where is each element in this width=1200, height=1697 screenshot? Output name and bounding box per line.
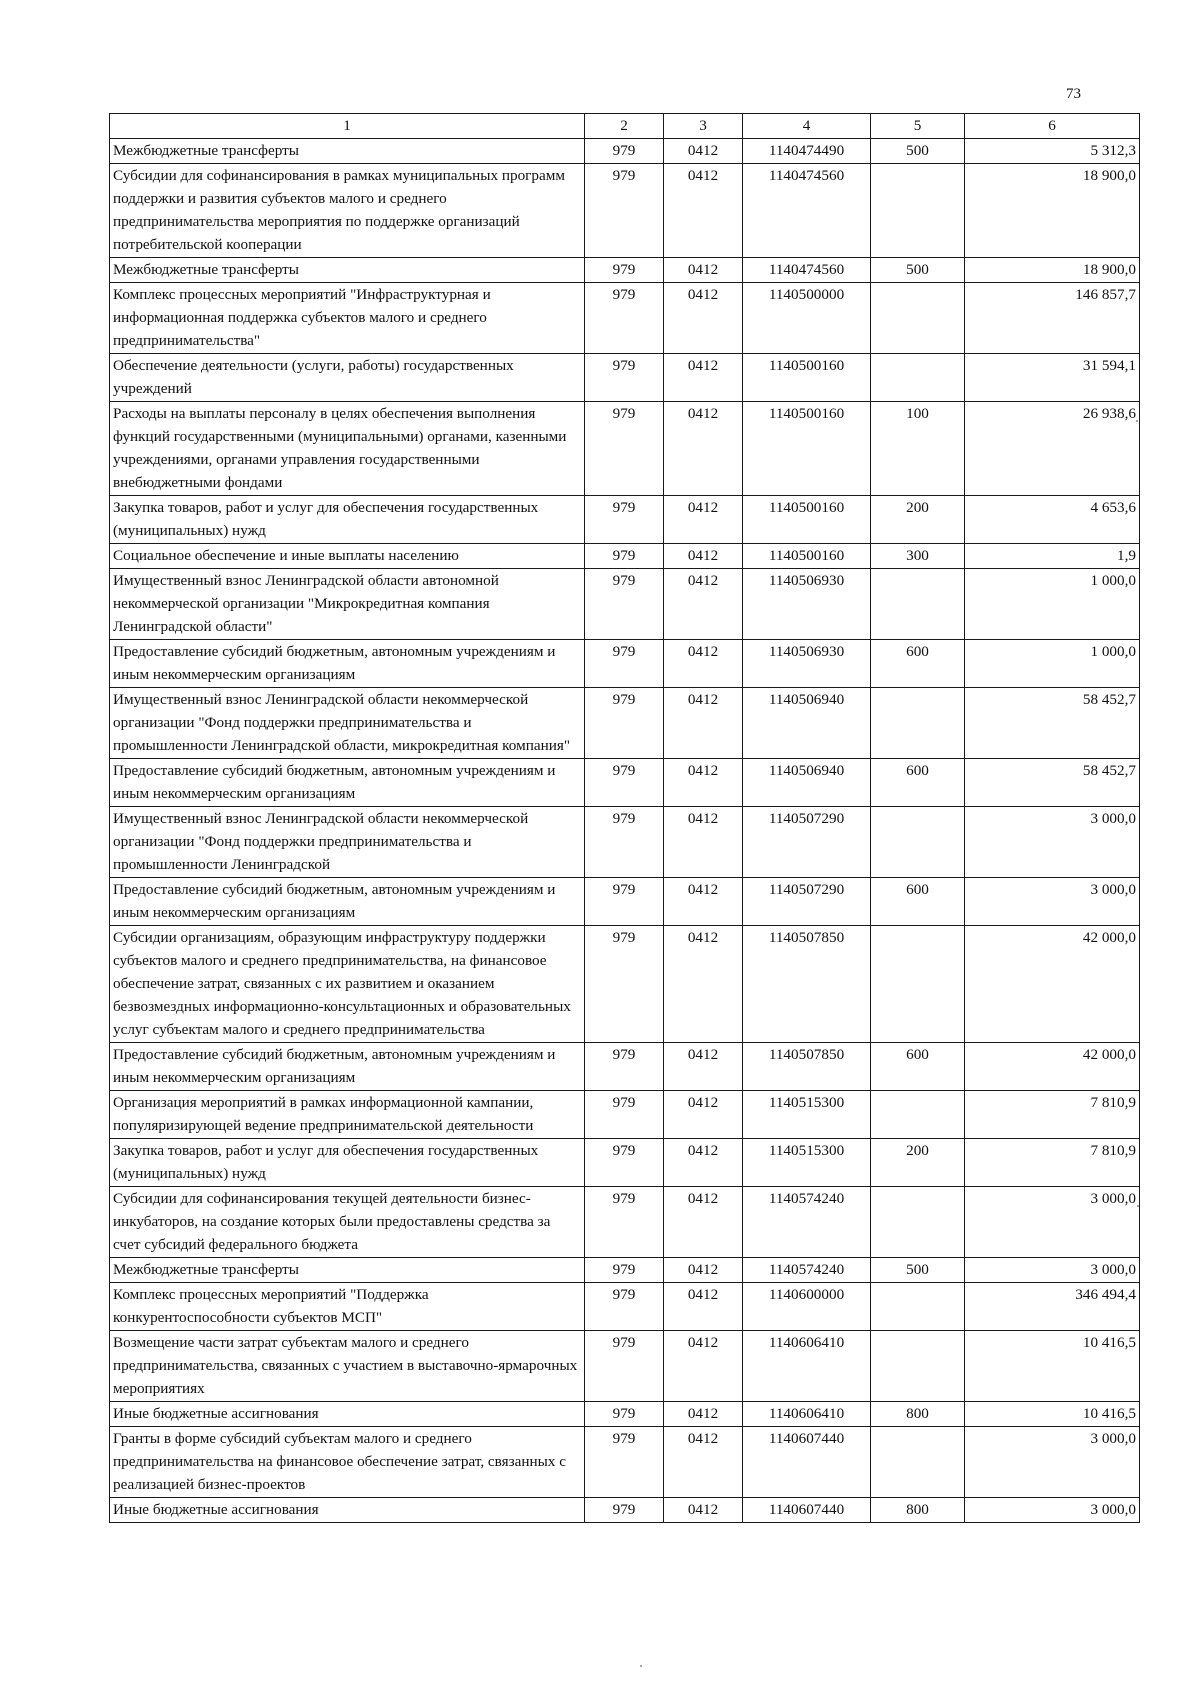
- scan-speck: [640, 1665, 642, 1667]
- cell-description: Предоставление субсидий бюджетным, автономным учреждениям и иным некоммерческим организациям: [110, 1043, 585, 1091]
- cell-amount: 3 000,0: [965, 1498, 1140, 1523]
- cell-amount: 3 000,0: [965, 1187, 1140, 1258]
- cell-amount: 3 000,0: [965, 1258, 1140, 1283]
- cell-amount: 346 494,4: [965, 1283, 1140, 1331]
- cell-target-item: 1140500160: [743, 402, 871, 496]
- cell-description: Комплекс процессных мероприятий "Поддержка конкурентоспособности субъектов МСП": [110, 1283, 585, 1331]
- cell-admin-code: 979: [585, 402, 664, 496]
- cell-expense-type: 100: [871, 402, 965, 496]
- column-header-1: 1: [110, 114, 585, 139]
- cell-amount: 1,9: [965, 544, 1140, 569]
- cell-target-item: 1140500160: [743, 354, 871, 402]
- cell-amount: 7 810,9: [965, 1091, 1140, 1139]
- cell-target-item: 1140474490: [743, 139, 871, 164]
- cell-target-item: 1140474560: [743, 164, 871, 258]
- cell-section-code: 0412: [664, 1139, 743, 1187]
- cell-section-code: 0412: [664, 139, 743, 164]
- cell-section-code: 0412: [664, 283, 743, 354]
- table-row: [110, 688, 1140, 759]
- cell-amount: 3 000,0: [965, 807, 1140, 878]
- cell-target-item: 1140607440: [743, 1498, 871, 1523]
- cell-target-item: 1140500160: [743, 544, 871, 569]
- cell-section-code: 0412: [664, 496, 743, 544]
- table-row: [110, 1331, 1140, 1402]
- table-row: [110, 283, 1140, 354]
- cell-section-code: 0412: [664, 354, 743, 402]
- cell-section-code: 0412: [664, 544, 743, 569]
- cell-expense-type: 600: [871, 640, 965, 688]
- column-header-3: 3: [664, 114, 743, 139]
- cell-target-item: 1140507850: [743, 926, 871, 1043]
- cell-target-item: 1140506940: [743, 688, 871, 759]
- cell-target-item: 1140474560: [743, 258, 871, 283]
- cell-description: Субсидии для софинансирования текущей деятельности бизнес-инкубаторов, на создание которых были предоставлены средства за счет субсидий федерального бюджета: [110, 1187, 585, 1258]
- cell-expense-type: [871, 1283, 965, 1331]
- table-row: [110, 354, 1140, 402]
- cell-expense-type: [871, 354, 965, 402]
- cell-expense-type: 800: [871, 1402, 965, 1427]
- cell-section-code: 0412: [664, 258, 743, 283]
- cell-description: Предоставление субсидий бюджетным, автономным учреждениям и иным некоммерческим организациям: [110, 759, 585, 807]
- cell-amount: 58 452,7: [965, 688, 1140, 759]
- scan-speck: [1137, 1205, 1139, 1207]
- cell-section-code: 0412: [664, 640, 743, 688]
- cell-admin-code: 979: [585, 640, 664, 688]
- cell-target-item: 1140515300: [743, 1139, 871, 1187]
- cell-amount: 18 900,0: [965, 164, 1140, 258]
- table-row: [110, 1402, 1140, 1427]
- cell-target-item: 1140515300: [743, 1091, 871, 1139]
- table-row: [110, 926, 1140, 1043]
- table-row: [110, 640, 1140, 688]
- table-row: [110, 1091, 1140, 1139]
- cell-description: Субсидии организациям, образующим инфраструктуру поддержки субъектов малого и среднего предпринимательства, на финансовое обеспечение затрат, связанных с их развитием и оказанием безвозмездных информационно-консультационных и образовательных услуг субъектам малого и среднего предпринимательства: [110, 926, 585, 1043]
- cell-target-item: 1140507850: [743, 1043, 871, 1091]
- table-row: [110, 1258, 1140, 1283]
- table-row: [110, 759, 1140, 807]
- cell-expense-type: 300: [871, 544, 965, 569]
- cell-amount: 58 452,7: [965, 759, 1140, 807]
- cell-section-code: 0412: [664, 1427, 743, 1498]
- page-number: 73: [1066, 86, 1081, 102]
- cell-description: Гранты в форме субсидий субъектам малого и среднего предпринимательства на финансовое обеспечение затрат, связанных с реализацией бизнес-проектов: [110, 1427, 585, 1498]
- cell-expense-type: [871, 164, 965, 258]
- column-header-6: 6: [965, 114, 1140, 139]
- cell-expense-type: 600: [871, 1043, 965, 1091]
- cell-section-code: 0412: [664, 926, 743, 1043]
- column-header-2: 2: [585, 114, 664, 139]
- cell-target-item: 1140606410: [743, 1402, 871, 1427]
- cell-expense-type: 600: [871, 759, 965, 807]
- cell-description: Закупка товаров, работ и услуг для обеспечения государственных (муниципальных) нужд: [110, 496, 585, 544]
- cell-target-item: 1140506930: [743, 569, 871, 640]
- budget-table: [109, 113, 1140, 1523]
- cell-admin-code: 979: [585, 164, 664, 258]
- cell-description: Имущественный взнос Ленинградской области некоммерческой организации "Фонд поддержки предпринимательства и промышленности Ленинградской: [110, 807, 585, 878]
- cell-expense-type: [871, 1187, 965, 1258]
- cell-target-item: 1140507290: [743, 878, 871, 926]
- cell-amount: 10 416,5: [965, 1402, 1140, 1427]
- table-row: [110, 1187, 1140, 1258]
- cell-amount: 3 000,0: [965, 878, 1140, 926]
- cell-description: Имущественный взнос Ленинградской области автономной некоммерческой организации "Микрокредитная компания Ленинградской области": [110, 569, 585, 640]
- table-row: [110, 1283, 1140, 1331]
- cell-target-item: 1140574240: [743, 1258, 871, 1283]
- cell-amount: 42 000,0: [965, 926, 1140, 1043]
- cell-amount: 31 594,1: [965, 354, 1140, 402]
- cell-admin-code: 979: [585, 1402, 664, 1427]
- cell-section-code: 0412: [664, 1187, 743, 1258]
- cell-description: Обеспечение деятельности (услуги, работы) государственных учреждений: [110, 354, 585, 402]
- cell-admin-code: 979: [585, 496, 664, 544]
- scan-speck: [1136, 420, 1138, 422]
- cell-section-code: 0412: [664, 759, 743, 807]
- cell-description: Социальное обеспечение и иные выплаты населению: [110, 544, 585, 569]
- cell-description: Иные бюджетные ассигнования: [110, 1498, 585, 1523]
- cell-target-item: 1140600000: [743, 1283, 871, 1331]
- cell-description: Расходы на выплаты персоналу в целях обеспечения выполнения функций государственными (муниципальными) органами, казенными учреждениями, органами управления государственными внебюджетными фондами: [110, 402, 585, 496]
- cell-admin-code: 979: [585, 258, 664, 283]
- table-row: [110, 1139, 1140, 1187]
- cell-admin-code: 979: [585, 569, 664, 640]
- cell-admin-code: 979: [585, 354, 664, 402]
- cell-amount: 10 416,5: [965, 1331, 1140, 1402]
- table-row: [110, 258, 1140, 283]
- table-row: [110, 164, 1140, 258]
- cell-admin-code: 979: [585, 1258, 664, 1283]
- cell-expense-type: [871, 926, 965, 1043]
- cell-admin-code: 979: [585, 544, 664, 569]
- cell-admin-code: 979: [585, 139, 664, 164]
- cell-amount: 18 900,0: [965, 258, 1140, 283]
- table-row: [110, 139, 1140, 164]
- cell-admin-code: 979: [585, 1427, 664, 1498]
- cell-description: Закупка товаров, работ и услуг для обеспечения государственных (муниципальных) нужд: [110, 1139, 585, 1187]
- cell-amount: 3 000,0: [965, 1427, 1140, 1498]
- cell-expense-type: 200: [871, 1139, 965, 1187]
- table-body: [110, 139, 1140, 1523]
- cell-amount: 26 938,6: [965, 402, 1140, 496]
- table-row: [110, 402, 1140, 496]
- table-row: [110, 1043, 1140, 1091]
- cell-expense-type: 500: [871, 258, 965, 283]
- cell-description: Межбюджетные трансферты: [110, 139, 585, 164]
- cell-admin-code: 979: [585, 807, 664, 878]
- cell-target-item: 1140574240: [743, 1187, 871, 1258]
- table-row: [110, 544, 1140, 569]
- cell-admin-code: 979: [585, 1498, 664, 1523]
- table-row: [110, 496, 1140, 544]
- cell-description: Субсидии для софинансирования в рамках муниципальных программ поддержки и развития субъектов малого и среднего предпринимательства мероприятия по поддержке организаций потребительской кооперации: [110, 164, 585, 258]
- cell-expense-type: [871, 688, 965, 759]
- cell-expense-type: 500: [871, 1258, 965, 1283]
- cell-admin-code: 979: [585, 688, 664, 759]
- cell-expense-type: [871, 1331, 965, 1402]
- cell-admin-code: 979: [585, 926, 664, 1043]
- cell-amount: 1 000,0: [965, 569, 1140, 640]
- cell-target-item: 1140506930: [743, 640, 871, 688]
- cell-description: Организация мероприятий в рамках информационной кампании, популяризирующей ведение предпринимательской деятельности: [110, 1091, 585, 1139]
- cell-expense-type: 200: [871, 496, 965, 544]
- column-header-5: 5: [871, 114, 965, 139]
- cell-description: Имущественный взнос Ленинградской области некоммерческой организации "Фонд поддержки предпринимательства и промышленности Ленинградской области, микрокредитная компания": [110, 688, 585, 759]
- cell-admin-code: 979: [585, 878, 664, 926]
- table-row: [110, 1427, 1140, 1498]
- cell-description: Возмещение части затрат субъектам малого и среднего предпринимательства, связанных с участием в выставочно-ярмарочных мероприятиях: [110, 1331, 585, 1402]
- cell-section-code: 0412: [664, 402, 743, 496]
- cell-section-code: 0412: [664, 688, 743, 759]
- cell-expense-type: [871, 283, 965, 354]
- cell-description: Предоставление субсидий бюджетным, автономным учреждениям и иным некоммерческим организациям: [110, 878, 585, 926]
- cell-section-code: 0412: [664, 1258, 743, 1283]
- table-row: [110, 1498, 1140, 1523]
- cell-target-item: 1140606410: [743, 1331, 871, 1402]
- cell-description: Комплекс процессных мероприятий "Инфраструктурная и информационная поддержка субъектов малого и среднего предпринимательства": [110, 283, 585, 354]
- cell-amount: 146 857,7: [965, 283, 1140, 354]
- cell-target-item: 1140500160: [743, 496, 871, 544]
- cell-admin-code: 979: [585, 759, 664, 807]
- cell-section-code: 0412: [664, 569, 743, 640]
- cell-amount: 4 653,6: [965, 496, 1140, 544]
- cell-section-code: 0412: [664, 1498, 743, 1523]
- cell-admin-code: 979: [585, 1331, 664, 1402]
- cell-expense-type: [871, 1091, 965, 1139]
- table-row: [110, 569, 1140, 640]
- cell-section-code: 0412: [664, 807, 743, 878]
- table-row: [110, 807, 1140, 878]
- cell-amount: 5 312,3: [965, 139, 1140, 164]
- cell-expense-type: 800: [871, 1498, 965, 1523]
- cell-target-item: 1140507290: [743, 807, 871, 878]
- cell-section-code: 0412: [664, 1402, 743, 1427]
- cell-admin-code: 979: [585, 1283, 664, 1331]
- cell-description: Межбюджетные трансферты: [110, 258, 585, 283]
- cell-target-item: 1140506940: [743, 759, 871, 807]
- cell-admin-code: 979: [585, 1043, 664, 1091]
- cell-expense-type: [871, 807, 965, 878]
- cell-admin-code: 979: [585, 1187, 664, 1258]
- column-header-4: 4: [743, 114, 871, 139]
- cell-amount: 1 000,0: [965, 640, 1140, 688]
- cell-expense-type: [871, 1427, 965, 1498]
- cell-section-code: 0412: [664, 1043, 743, 1091]
- cell-admin-code: 979: [585, 1091, 664, 1139]
- cell-section-code: 0412: [664, 1331, 743, 1402]
- cell-section-code: 0412: [664, 164, 743, 258]
- cell-expense-type: [871, 569, 965, 640]
- table-row: [110, 878, 1140, 926]
- table-header-row: [110, 114, 1140, 139]
- cell-section-code: 0412: [664, 1283, 743, 1331]
- cell-expense-type: 600: [871, 878, 965, 926]
- cell-expense-type: 500: [871, 139, 965, 164]
- cell-target-item: 1140500000: [743, 283, 871, 354]
- cell-section-code: 0412: [664, 878, 743, 926]
- cell-amount: 42 000,0: [965, 1043, 1140, 1091]
- cell-admin-code: 979: [585, 1139, 664, 1187]
- cell-description: Иные бюджетные ассигнования: [110, 1402, 585, 1427]
- cell-amount: 7 810,9: [965, 1139, 1140, 1187]
- cell-admin-code: 979: [585, 283, 664, 354]
- cell-description: Предоставление субсидий бюджетным, автономным учреждениям и иным некоммерческим организациям: [110, 640, 585, 688]
- cell-target-item: 1140607440: [743, 1427, 871, 1498]
- cell-section-code: 0412: [664, 1091, 743, 1139]
- cell-description: Межбюджетные трансферты: [110, 1258, 585, 1283]
